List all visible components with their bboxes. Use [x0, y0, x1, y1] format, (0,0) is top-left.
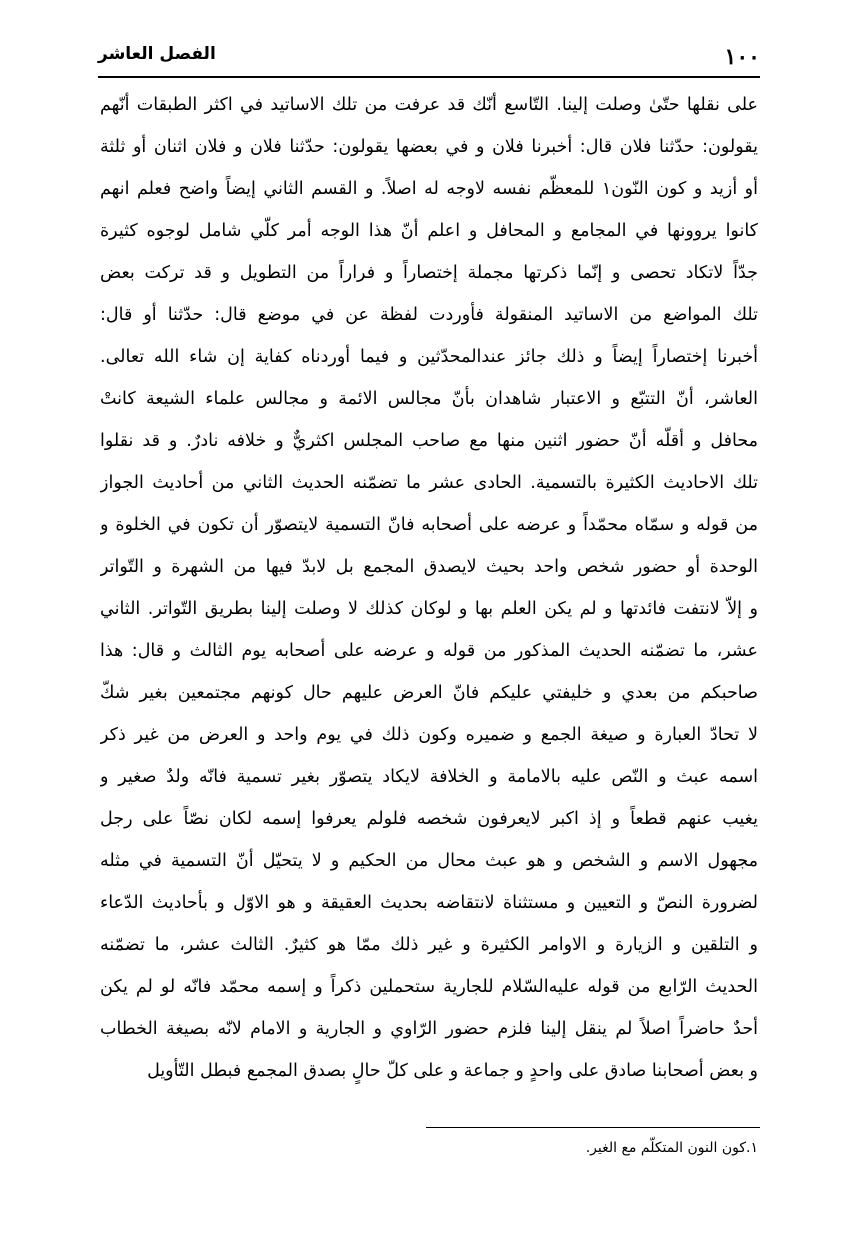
text-line: يغيب عنهم قطعاً و إذ اكبر لايعرفون شخصه فلولم يعرفوا إسمه لكان نصّاً على رجل — [100, 809, 758, 829]
text-line: أو أزيد و كون النّون١ للمعظّم نفسه لاوجه له اصلاً. و القسم الثاني إيضاً واضح فعلم انهم — [100, 179, 758, 199]
text-line: جدّاً لاتكاد تحصى و إنّما ذكرتها مجملة إختصاراً و فراراً من التطويل و قد تركت بعض — [100, 263, 758, 283]
text-line: أخبرنا إختصاراً إيضاً و ذلك جائز عندالمحدّثين و فيما أوردناه كفاية إن شاء الله تعالى. — [100, 347, 758, 367]
text-line: اسمه عبث و النّص عليه بالامامة و الخلافة لايكاد يتصوّر بغير تسمية فانّه ولدٌ صغير و — [100, 767, 758, 787]
page-header — [98, 42, 760, 76]
text-line: كانوا يروونها في المجامع و المحافل و اعلم أنّ هذا الوجه أمر كلّي شامل لوجوه كثيرة — [100, 221, 758, 241]
text-line: من قوله و سمّاه محمّداً و عرضه على أصحابه فانّ التسمية لايتصوّر أن تكون في الخلوة و — [100, 515, 758, 535]
body-text — [100, 84, 758, 1092]
header-rule — [98, 76, 760, 78]
text-line: صاحبكم من بعدي و خليفتي عليكم فانّ العرض عليهم حال كونهم مجتمعين بغير شكّ — [100, 683, 758, 703]
text-line: تلك الاحاديث الكثيرة بالتسمية. الحادى عشر ما تضمّنه الحديث الثاني من أحاديث الجواز — [100, 473, 758, 493]
text-line: عشر، ما تضمّنه الحديث المذكور من قوله و عرضه على أصحابه يوم الثالث و قال: هذا — [100, 641, 758, 661]
page-number: ١٠٠ — [724, 44, 760, 70]
text-line: محافل و أقلّه أنّ حضور اثنين منها مع صاحب المجلس اكثريٌّ و خلافه نادرٌ. و قد نقلوا — [100, 431, 758, 451]
text-line: أحدٌ حاضراً اصلاً لم ينقل إلينا فلزم حضور الرّاوي و الجارية و الامام لانّه بصيغة الخطاب — [100, 1019, 758, 1039]
text-line: و بعض أصحابنا صادق على واحدٍ و جماعة و على كلّ حالٍ بصدق المجمع فبطل التّأويل — [147, 1061, 758, 1081]
text-line: يقولون: حدّثنا فلان قال: أخبرنا فلان و في بعضها يقولون: حدّثنا فلان و فلان اثنان أو ثلثة — [100, 137, 758, 157]
text-line: على نقلها حتّىٰ وصلت إلينا. التّاسع أنّك قد عرفت من تلك الاساتيد في اكثر الطبقات أنّهم — [100, 95, 758, 115]
chapter-title: الفصل العاشر — [98, 44, 216, 64]
text-line: الوحدة أو حضور شخص واحد بحيث لايصدق المجمع بل لابدّ فيها من الشهرة و التّواتر — [100, 557, 758, 577]
text-line: لا تحادّ العبارة و صيغة الجمع و ضميره وكون ذلك في يوم واحد و العرض من غير ذكر — [100, 725, 758, 745]
text-line: و التلقين و الزيارة و الاوامر الكثيرة و غير ذلك ممّا هو كثيرٌ. الثالث عشر، ما تضمّنه — [100, 935, 758, 955]
text-line: تلك المواضع من الاساتيد المنقولة فأوردت لفظة عن في موضع قال: حدّثنا أو قال: — [100, 305, 758, 325]
footnote: ١.كون النون المتكلّم مع الغير. — [585, 1140, 758, 1156]
text-line: لضرورة النصّ و التعيين و مستثناة لانتقاضه بحديث العقيقة و هو الاوّل و بأحاديث الدّعاء — [100, 893, 758, 913]
text-line: و إلاّ لانتفت فائدتها و لم يكن العلم بها و لوكان كذلك لا وصلت إلينا بطريق التّواتر. الثاني — [100, 599, 758, 619]
text-line: مجهول الاسم و الشخص و هو عبث محال من الحكيم و لا يتحيّل أنّ التسمية في مثله — [100, 851, 758, 871]
text-line: الحديث الرّابع من قوله عليه‌السّلام للجارية ستحملين ذكراً و إسمه محمّد فانّه لو لم يكن — [100, 977, 758, 997]
footnote-rule — [426, 1127, 760, 1128]
text-line: العاشر، أنّ التتبّع و الاعتبار شاهدان بأنّ مجالس الائمة و مجالس علماء الشيعة كانتْ — [100, 389, 758, 409]
